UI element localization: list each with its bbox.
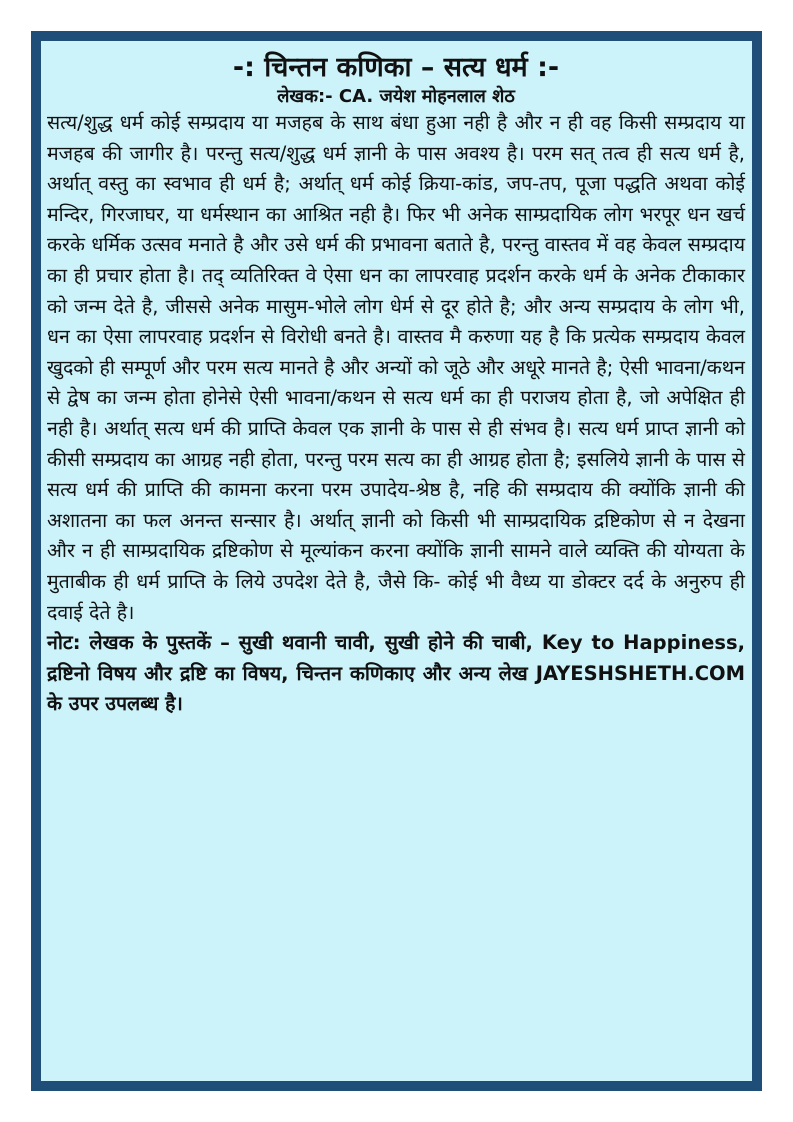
- content-panel: [39, 39, 754, 1083]
- page-border-frame: [31, 31, 762, 1091]
- body-paragraph: सत्य/शुद्ध धर्म कोई सम्प्रदाय या मजहब के साथ बंधा हुआ नही है और न ही वह किसी सम्प्रदाय या मजहब की जागीर है। परन्तु सत्य/शुद्ध धर्म ज्ञानी के पास अवश्य है। परम सत् तत्व ही सत्य धर्म है, अर्थात् वस्तु का स्वभाव ही धर्म है; अर्थात् धर्म कोई क्रिया-कांड, जप-तप, पूजा पद्धति अथवा कोई मन्दिर, गिरजाघर, या धर्मस्थान का आश्रित नही है। फिर भी अनेक साम्प्रदायिक लोग भरपूर धन खर्च करके धर्मिक उत्सव मनाते है और उसे धर्म की प्रभावना बताते है, परन्तु वास्तव में वह केवल सम्प्रदाय का ही प्रचार होता है। तद् व्यतिरिक्त वे ऐसा धन का लापरवाह प्रदर्शन करके धर्म के अनेक टीकाकार को जन्म देते है, जीससे अनेक मासुम-भोले लोग धेर्म से दूर होते है; और अन्य सम्प्रदाय के लोग भी, धन का ऐसा लापरवाह प्रदर्शन से विरोधी बनते है। वास्तव मै करुणा यह है कि प्रत्येक सम्प्रदाय केवल खुदको ही सम्पूर्ण और परम सत्य मानते है और अन्यों को जूठे और अधूरे मानते है; ऐसी भावना/कथन से द्वेष का जन्म होता होनेसे ऐसी भावना/कथन से सत्य धर्म का ही पराजय होता है, जो अपेक्षित ही नही है। अर्थात् सत्य धर्म की प्राप्ति केवल एक ज्ञानी के पास से ही संभव है। सत्य धर्म प्राप्त ज्ञानी को कीसी सम्प्रदाय का आग्रह नही होता, परन्तु परम सत्य का ही आग्रह होता है; इसलिये ज्ञानी के पास से सत्य धर्म की प्राप्ति की कामना करना परम उपादेय-श्रेष्ठ है, नहि की सम्प्रदाय की क्योंकि ज्ञानी की अशातना का फल अनन्त सन्सार है। अर्थात् ज्ञानी को किसी भी साम्प्रदायिक द्रष्टिकोण से न देखना और न ही साम्प्रदायिक द्रष्टिकोण से मूल्यांकन करना क्योंकि ज्ञानी सामने वाले व्यक्ति की योग्यता के मुताबीक ही धर्म प्राप्ति के लिये उपदेश देते है, जैसे कि- कोई भी वैध्य या डोक्टर दर्द के अनुरुप ही दवाई देते है।: [47, 111, 745, 624]
- author-line: लेखक:- CA. जयेश मोहनलाल शेठ: [277, 86, 515, 107]
- document-title: -: चिन्तन कणिका – सत्य धर्म :-: [232, 52, 560, 83]
- note-paragraph: नोट: लेखक के पुस्तकें – सुखी थवानी चावी, सुखी होने की चाबी, Key to Happiness, द्रष्टिनो विषय और द्रष्टि का विषय, चिन्तन कणिकाए और अन्य लेख JAYESHSHETH.COM के उपर उपलब्ध है।: [47, 631, 745, 716]
